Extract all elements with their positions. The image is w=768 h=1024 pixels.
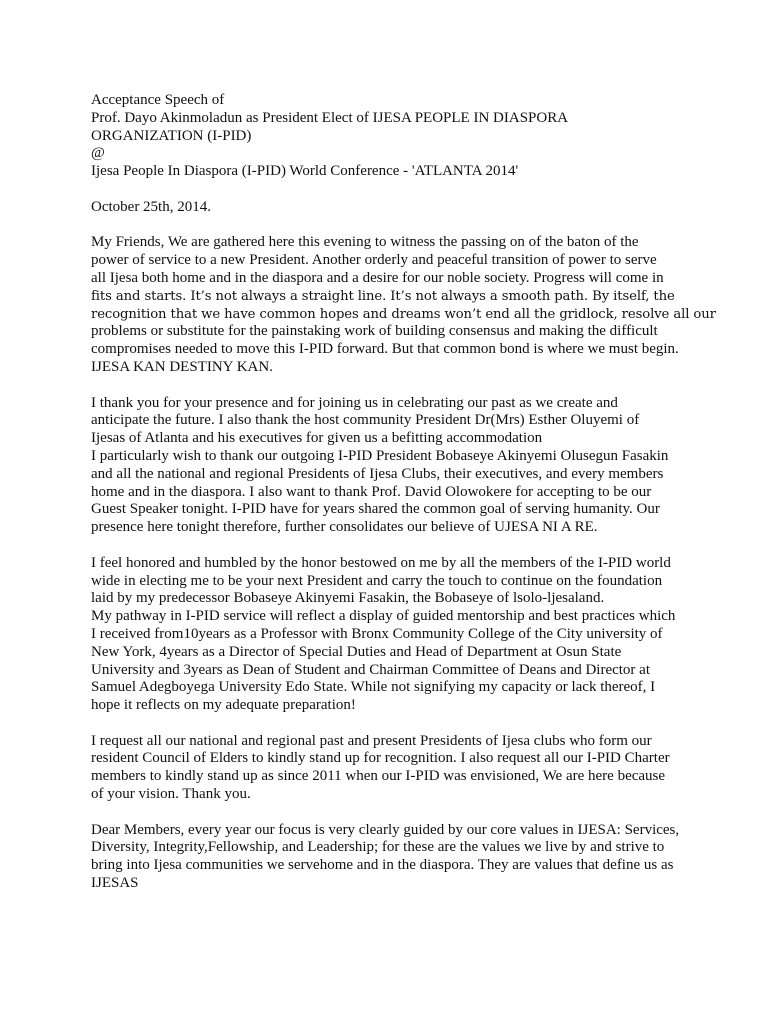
paragraph-line: I request all our national and regional past and present Presidents of Ijesa clubs who form our [91,732,652,749]
paragraph-line: New York, 4years as a Director of Special Duties and Head of Department at Osun State [91,643,622,660]
paragraph-line: anticipate the future. I also thank the host community President Dr(Mrs) Esther Oluyemi of [91,412,640,429]
spacer [91,377,691,395]
document-page [91,92,716,893]
paragraph-line: University and 3years as Dean of Student and Chairman Committee of Deans and Director at [91,661,651,678]
paragraph-line: problems or substitute for the painstaking work of building consensus and making the difficult [91,323,658,340]
paragraph-line: IJESA KAN DESTINY KAN. [91,358,273,375]
title-line: Prof. Dayo Akinmoladun as President Elect of IJESA PEOPLE IN DIASPORA [91,109,569,126]
paragraph-line: laid by my predecessor Bobaseye Akinyemi Fasakin, the Bobaseye of lsolo-ljesaland. [91,590,605,607]
paragraph-line: Guest Speaker tonight. I-PID have for years shared the common goal of serving humanity. Our [91,501,660,518]
paragraph [91,395,691,537]
paragraph-line: power of service to a new President. Another orderly and peaceful transition of power to serve [91,252,657,269]
spacer [91,715,691,733]
paragraph-line: Dear Members, every year our focus is very clearly guided by our core values in IJESA: Services, [91,821,680,838]
paragraph-line: bring into Ijesa communities we servehome and in the diaspora. They are values that define us as [91,857,674,874]
paragraph-line: hope it reflects on my adequate preparation! [91,697,356,714]
paragraph-line: presence here tonight therefore, further consolidates our believe of UJESA NI A RE. [91,519,598,536]
speech-body [91,217,716,893]
paragraph [91,822,691,893]
paragraph-line: Samuel Adegboyega University Edo State. While not signifying my capacity or lack thereof, I [91,679,656,696]
paragraph-line: I received from10years as a Professor with Bronx Community College of the City university of [91,625,663,642]
paragraph-line: compromises needed to move this I-PID forward. But that common bond is where we must begin. [91,341,679,358]
paragraph-line: of your vision. Thank you. [91,786,251,803]
speech-date: October 25th, 2014. [91,198,211,215]
paragraph-line: Ijesas of Atlanta and his executives for given us a befitting accommodation [91,430,543,447]
title-line: ORGANIZATION (I-PID) [91,127,252,144]
speech-header [91,92,691,217]
paragraph-line: I thank you for your presence and for joining us in celebrating our past as we create and [91,394,618,411]
paragraph-line: My pathway in I-PID service will reflect a display of guided mentorship and best practices which [91,608,676,625]
paragraph-line: home and in the diaspora. I also want to thank Prof. David Olowokere for accepting to be our [91,483,652,500]
paragraph-line: resident Council of Elders to kindly stand up for recognition. I also request all our I-PID Charter [91,750,670,767]
paragraph-line: members to kindly stand up as since 2011 when our I-PID was envisioned, We are here because [91,768,666,785]
paragraph [91,733,691,804]
spacer [91,181,691,199]
paragraph-line: I particularly wish to thank our outgoing I-PID President Bobaseye Akinyemi Olusegun Fasakin [91,447,669,464]
paragraph-line: wide in electing me to be your next President and carry the touch to continue on the foundation [91,572,663,589]
at-symbol: @ [91,145,105,162]
paragraph-line: My Friends, We are gathered here this evening to witness the passing on of the baton of the [91,234,639,251]
paragraph-line: I feel honored and humbled by the honor bestowed on me by all the members of the I-PID world [91,554,671,571]
paragraph-line: fits and starts. It’s not always a straight line. It’s not always a smooth path. By itself, the [91,288,675,304]
paragraph-line: recognition that we have common hopes and dreams won’t end all the gridlock, resolve all our [91,306,716,322]
paragraph [91,234,716,376]
spacer [91,217,691,235]
event-line: Ijesa People In Diaspora (I-PID) World Conference - 'ATLANTA 2014' [91,163,519,180]
paragraph-line: IJESAS [91,875,139,892]
spacer [91,537,691,555]
title-line: Acceptance Speech of [91,92,225,108]
paragraph [91,555,691,715]
paragraph-line: and all the national and regional Presidents of Ijesa Clubs, their executives, and every members [91,465,664,482]
paragraph-line: all Ijesa both home and in the diaspora and a desire for our noble society. Progress will come in [91,269,664,286]
spacer [91,804,691,822]
paragraph-line: Diversity, Integrity,Fellowship, and Leadership; for these are the values we live by and strive to [91,839,665,856]
